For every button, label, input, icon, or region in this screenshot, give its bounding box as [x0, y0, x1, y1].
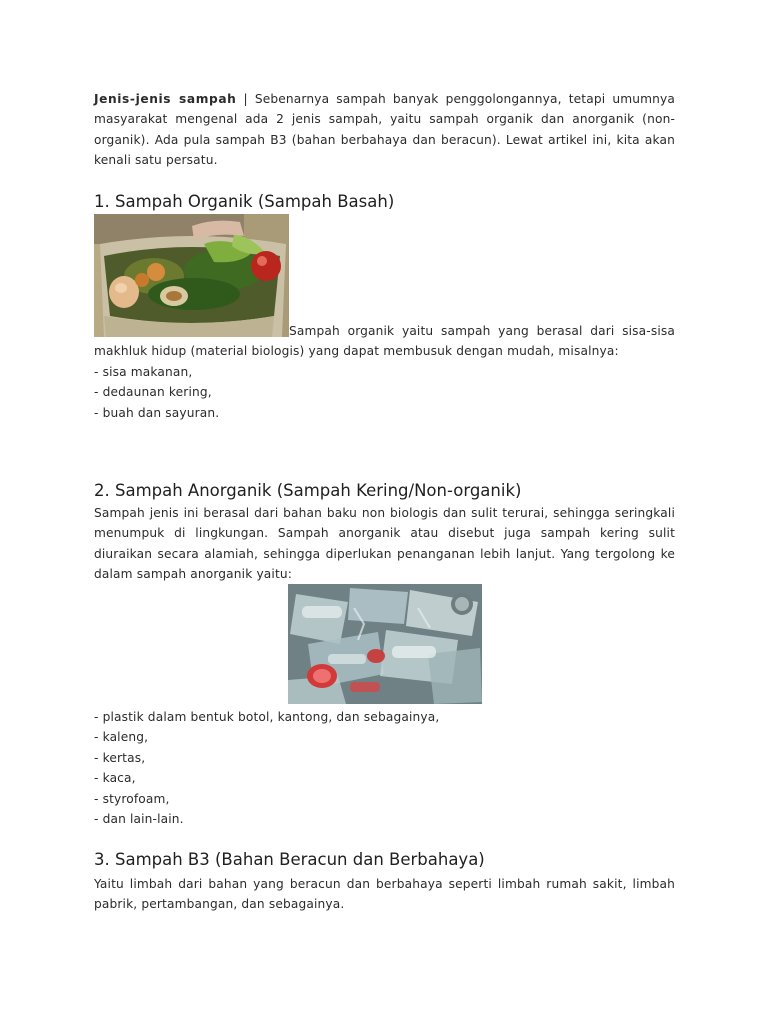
list-item: - sisa makanan, [94, 365, 193, 379]
list-item: - kaleng, [94, 730, 149, 745]
section-2-list [94, 707, 439, 829]
list-item: - buah dan sayuran. [94, 405, 220, 420]
section-3-paragraph: Yaitu limbah dari bahan yang beracun dan berbahaya seperti limbah rumah sakit, limbah pabrik, pertambangan, dan sebagainya. [94, 877, 675, 912]
section-1-list [94, 362, 219, 423]
intro-paragraph [94, 89, 675, 171]
section-1-heading: 1. Sampah Organik (Sampah Basah) [94, 192, 395, 211]
list-item: - styrofoam, [94, 791, 170, 806]
list-item: - kaca, [94, 771, 136, 786]
section-2-heading: 2. Sampah Anorganik (Sampah Kering/Non-organik) [94, 481, 522, 500]
section-2-paragraph: Sampah jenis ini berasal dari bahan baku non biologis dan sulit terurai, sehingga seringkali menumpuk di lingkungan. Sampah anorganik atau disebut juga sampah kering sulit diuraikan secara alamiah, sehingga diperlukan penanganan lebih lanjut. Yang tergolong ke dalam sampah anorganik yaitu: [94, 506, 675, 582]
organic-waste-bin-photo [94, 214, 289, 337]
section-3-heading: 3. Sampah B3 (Bahan Beracun dan Berbahaya) [94, 850, 485, 869]
list-item: - kertas, [94, 750, 146, 765]
list-item: - dan lain-lain. [94, 812, 184, 827]
intro-bold-label: Jenis-jenis sampah [94, 92, 237, 106]
intro-text: | Sebenarnya sampah banyak penggolongannya, tetapi umumnya masyarakat mengenal ada 2 jenis sampah, yaitu sampah organik dan anorganik (non-organik). Ada pula sampah B3 (bahan berbahaya dan beracun). Lewat artikel ini, kita akan kenali satu persatu. [94, 92, 675, 168]
plastic-bottles-photo [288, 584, 482, 704]
list-item: - dedaunan kering, [94, 385, 212, 400]
document-page [94, 0, 675, 1024]
section-1-paragraph [94, 321, 675, 362]
section-1-text: Sampah organik yaitu sampah yang berasal dari sisa-sisa makhluk hidup (material biologis) yang dapat membusuk dengan mudah, misalnya: [94, 324, 675, 359]
list-item: - plastik dalam bentuk botol, kantong, dan sebagainya, [94, 710, 440, 724]
organic-waste-bin-image [94, 214, 289, 337]
plastic-bottles-image [288, 584, 482, 704]
